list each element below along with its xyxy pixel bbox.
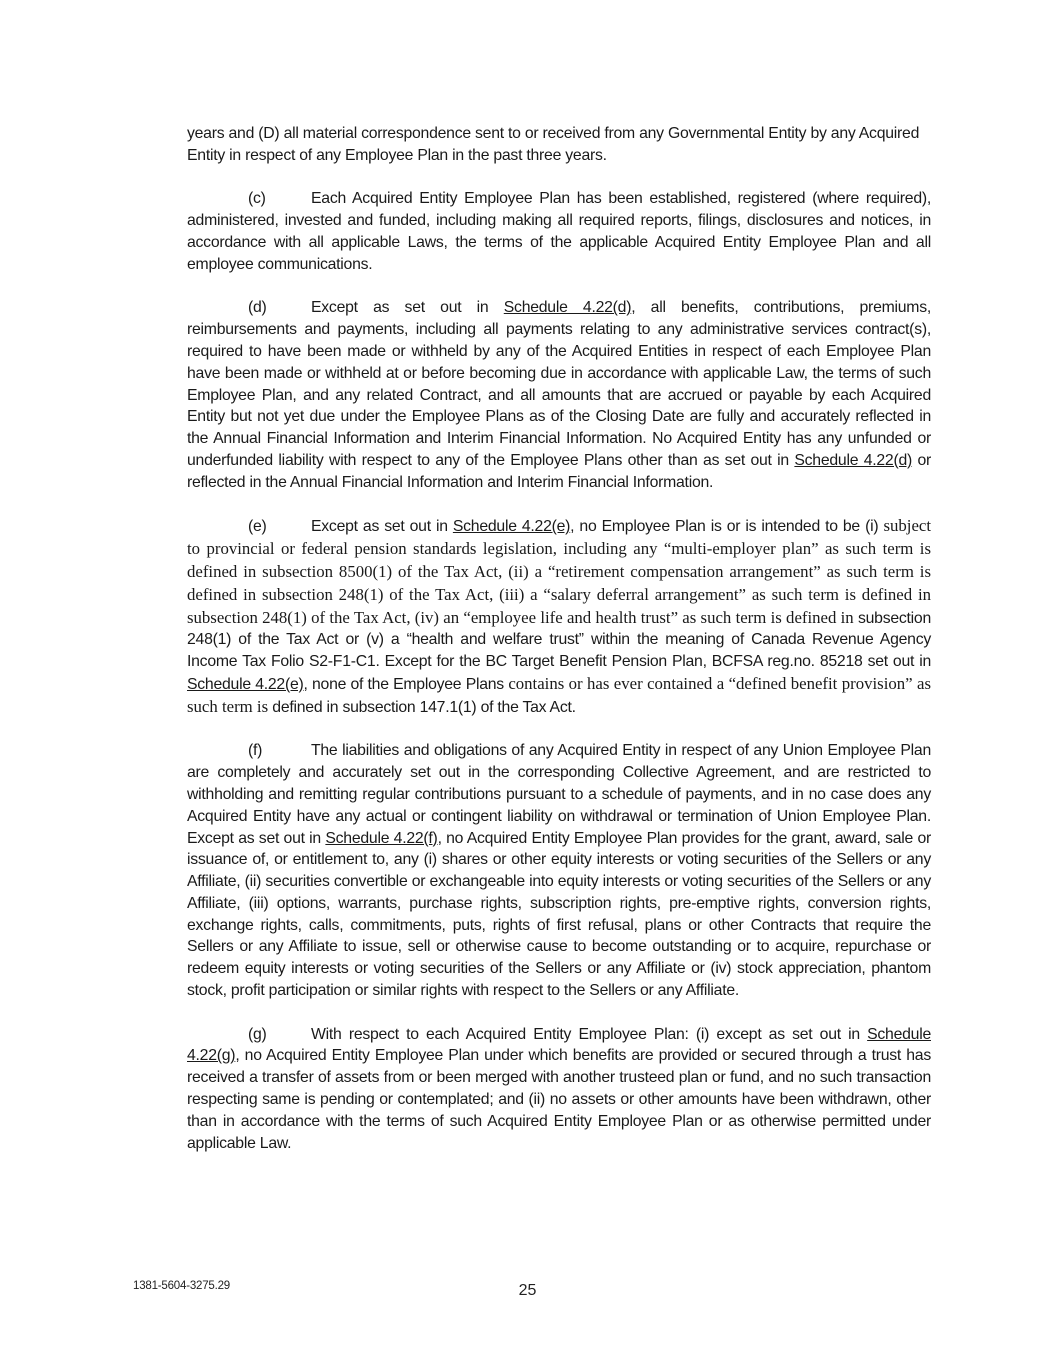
paragraph-e-text: Except as set out in [311,518,453,536]
paragraph-g-label: (g) [248,1025,267,1043]
paragraph-e-text: defined in subsection 147.1(1) of the Tax Act. [272,698,576,716]
paragraph-g-text: With respect to each Acquired Entity Employee Plan: (i) except as set out in [311,1025,868,1043]
paragraph-d [187,297,931,493]
paragraph-e-text: , no Employee Plan is or is intended to be (i) [570,518,884,536]
schedule-reference: Schedule 4.22(d) [794,451,913,469]
paragraph-d-text: or reflected in the Annual Financial Information and Interim Financial Information. [187,451,932,491]
schedule-reference: Schedule 4.22(g) [187,1025,931,1065]
paragraph-e-text: subsection 248(1) of the Tax Act or (v) a “health and welfare trust” within the meaning of Canada Revenue Agency Income Tax Folio S2-F1-C1. Except for the BC Target Benefit Pension Plan, BCFSA reg.no. 85218 set out in [187,609,931,671]
paragraph-f-text: , no Acquired Entity Employee Plan provides for the grant, award, sale or issuance of, or entitlement to, any (i) shares or other equity interests or voting securities of the Sellers or any Affiliate, (ii) securities convertible or exchangeable into equity interests or voting securities of the Sellers or any Affiliate, (iii) options, warrants, purchase rights, subscription rights, pre-emptive rights, conversion rights, exchange rights, calls, commitments, puts, rights of first refusal, plans or other Contracts that require the Sellers or any Affiliate to issue, sell or otherwise cause to become outstanding or to acquire, repurchase or redeem equity interests or voting securities of the Sellers or any Affiliate or (iv) stock appreciation, phantom stock, profit participation or similar rights with respect to the Sellers or any Affiliate. [187,829,932,1000]
schedule-reference: Schedule 4.22(e) [452,518,571,536]
document-id: 1381-5604-3275.29 [133,1280,230,1292]
paragraph-g-text: , no Acquired Entity Employee Plan under which benefits are provided or secured through a trust has received a transfer of assets from or been merged with another trusteed plan or fund, and no such transaction respecting same is pending or contemplated; and (ii) no assets or other amounts have been withdrawn, other than in accordance with the terms of such Acquired Entity Employee Plan or as otherwise permitted under applicable Law. [187,1047,931,1152]
paragraph-f-label: (f) [248,742,263,760]
paragraph-g [187,1024,931,1155]
intro-paragraph [187,123,931,167]
paragraph-c-label: (c) [248,190,266,208]
paragraph-f-text: The liabilities and obligations of any Acquired Entity in respect of any Union Employee Plan are completely and accurately set out in the corresponding Collective Agreement, and are restricted to withholding and remitting regular contributions pursuant to a schedule of payments, and in no case does any Acquired Entity have any actual or contingent liability on withdrawal or termination of Union Employee Plan. Except as set out in [187,742,931,847]
paragraph-e-label: (e) [248,518,267,536]
intro-paragraph-text: years and (D) all material correspondence sent to or received from any Governmental Entity by any Acquired Entity in respect of any Employee Plan in the past three years. [187,125,920,164]
schedule-reference: Schedule 4.22(d) [503,299,632,317]
paragraph-d-text: , all benefits, contributions, premiums, reimbursements and payments, including all payments relating to any administrative services contract(s), required to have been made or withheld by any of the Acquired Entities in respect of each Employee Plan have been made or withheld at or before becoming due in accordance with applicable Law, the terms of such Employee Plan, and any related Contract, and all amounts that are accrued or payable by each Acquired Entity but not yet due under the Employee Plans as of the Closing Date are fully and accurately reflected in the Annual Financial Information and Interim Financial Information. No Acquired Entity has any unfunded or underfunded liability with respect to any of the Employee Plans other than as set out in [187,299,932,469]
schedule-reference: Schedule 4.22(f) [325,829,438,847]
schedule-reference: Schedule 4.22(e) [187,675,304,693]
paragraph-c [187,188,931,275]
paragraph-e-serif-text: subject to provincial or federal pension standards legislation, including any “multi-employer plan” as such term is defined in subsection 8500(1) of the Tax Act, (ii) a “retirement compensation arrangement” as such term is defined in subsection 248(1) of the Tax Act, (iii) a “salary deferral arrangement” as such term is defined in subsection 248(1) of the Tax Act, (iv) an “employee life and health trust” as such term is defined in [187,516,932,627]
document-body [187,123,931,1176]
page-number: 25 [518,1282,537,1299]
paragraph-d-label: (d) [248,299,267,317]
paragraph-e [187,515,931,718]
paragraph-c-text: Each Acquired Entity Employee Plan has been established, registered (where required), administered, invested and funded, including making all required reports, filings, disclosures and notices, in accordance with all applicable Laws, the terms of the applicable Acquired Entity Employee Plan and all employee communications. [187,190,931,273]
paragraph-f [187,740,931,1002]
paragraph-e-serif-text: contains or has ever contained a “defined benefit provision” as such term is [187,673,931,716]
paragraph-d-text: Except as set out in [311,299,504,317]
paragraph-e-text: , none of the Employee Plans [303,675,509,693]
